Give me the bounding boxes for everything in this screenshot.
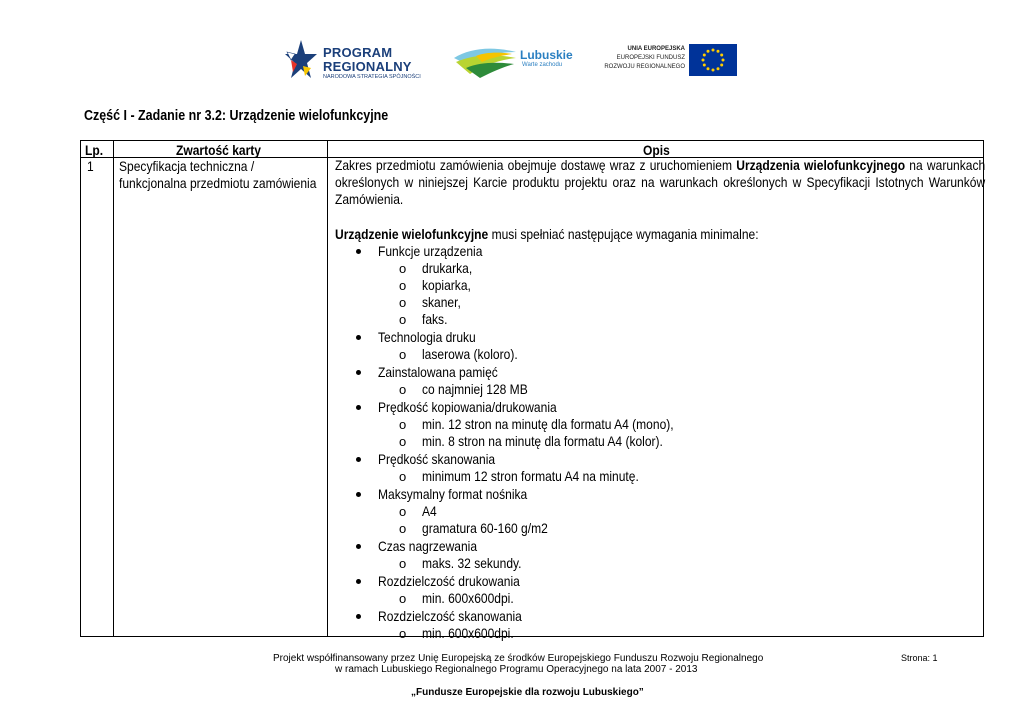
sub-bullet-icon: o <box>399 382 407 397</box>
requirement-label: Zainstalowana pamięć <box>378 364 498 380</box>
sub-bullet-icon: o <box>399 626 407 641</box>
header-lp: Lp. <box>85 142 104 158</box>
program-line2: REGIONALNY <box>323 59 412 74</box>
header-opis: Opis <box>643 142 670 158</box>
program-regionalny-logo <box>283 36 433 86</box>
bullet-icon <box>356 492 361 497</box>
req-rest: musi spełniać następujące wymagania minimalne: <box>488 226 759 242</box>
requirement-item: faks. <box>422 311 448 327</box>
requirement-item: maks. 32 sekundy. <box>422 555 522 571</box>
requirement-label: Rozdzielczość skanowania <box>378 608 522 624</box>
bullet-icon <box>356 579 361 584</box>
program-line1: PROGRAM <box>323 45 393 60</box>
sub-bullet-icon: o <box>399 417 407 432</box>
bullet-icon <box>356 335 361 340</box>
lubuskie-name: Lubuskie <box>520 48 573 62</box>
bullet-icon <box>356 614 361 619</box>
sub-bullet-icon: o <box>399 347 407 362</box>
bullet-icon <box>356 405 361 410</box>
col-divider-2 <box>327 141 328 636</box>
requirement-item: A4 <box>422 503 437 519</box>
lubuskie-logo <box>452 40 572 82</box>
sub-bullet-icon: o <box>399 434 407 449</box>
requirement-item: min. 8 stron na minutę dla formatu A4 (kolor). <box>422 433 663 449</box>
specification-table <box>80 140 986 641</box>
nss-star-icon <box>283 38 319 84</box>
requirement-label: Rozdzielczość drukowania <box>378 573 520 589</box>
bullet-icon <box>356 544 361 549</box>
requirement-item: skaner, <box>422 294 461 310</box>
intro-text-2: na warunkach określonych w niniejszej Karcie produktu projektu oraz na warunkach określonych w Specyfikacji Istotnych Warunków Zamówienia. <box>335 157 986 207</box>
requirement-item: laserowa (koloro). <box>422 346 518 362</box>
page-number: Strona: 1 <box>901 653 938 663</box>
requirement-item: kopiarka, <box>422 277 471 293</box>
opis-intro-paragraph <box>335 157 985 208</box>
sub-bullet-icon: o <box>399 469 407 484</box>
sub-bullet-icon: o <box>399 312 407 327</box>
requirement-item: min. 12 stron na minutę dla formatu A4 (mono), <box>422 416 674 432</box>
eu-line1: UNIA EUROPEJSKA <box>627 46 685 52</box>
sub-bullet-icon: o <box>399 556 407 571</box>
sub-bullet-icon: o <box>399 261 407 276</box>
header-zawartosc: Zwartość karty <box>176 142 261 158</box>
requirement-label: Czas nagrzewania <box>378 538 478 554</box>
sub-bullet-icon: o <box>399 591 407 606</box>
lubuskie-wave-icon <box>452 40 518 80</box>
bullet-icon <box>356 249 361 254</box>
bullet-icon <box>356 370 361 375</box>
zawartosc-line2: funkcjonalna przedmiotu zamówienia <box>119 175 317 191</box>
sub-bullet-icon: o <box>399 278 407 293</box>
row-lp: 1 <box>87 158 94 174</box>
eu-flag-icon <box>689 44 737 76</box>
requirement-item: co najmniej 128 MB <box>422 381 528 397</box>
req-bold: Urządzenie wielofunkcyjne <box>335 226 489 242</box>
sub-bullet-icon: o <box>399 504 407 519</box>
sub-bullet-icon: o <box>399 521 407 536</box>
requirement-item: minimum 12 stron formatu A4 na minutę. <box>422 468 639 484</box>
requirement-label: Maksymalny format nośnika <box>378 486 528 502</box>
lubuskie-tagline: Warte zachodu <box>522 62 563 68</box>
eu-logo <box>597 42 737 78</box>
requirement-item: gramatura 60-160 g/m2 <box>422 520 548 536</box>
document-title: Część I - Zadanie nr 3.2: Urządzenie wielofunkcyjne <box>84 108 389 124</box>
footer-slogan: „Fundusze Europejskie dla rozwoju Lubuskiego” <box>411 687 644 698</box>
footer-line2: w ramach Lubuskiego Regionalnego Programu Operacyjnego na lata 2007 - 2013 <box>335 664 698 675</box>
requirement-label: Prędkość skanowania <box>378 451 496 467</box>
requirement-label: Technologia druku <box>378 329 476 345</box>
requirement-label: Prędkość kopiowania/drukowania <box>378 399 557 415</box>
zawartosc-line1: Specyfikacja techniczna / <box>119 158 255 174</box>
requirements-intro <box>335 226 759 243</box>
col-divider-1 <box>113 141 114 636</box>
intro-bold: Urządzenia wielofunkcyjnego <box>736 157 906 173</box>
eu-line2: EUROPEJSKI FUNDUSZ <box>616 55 685 61</box>
requirement-label: Funkcje urządzenia <box>378 243 483 259</box>
footer-line1: Projekt współfinansowany przez Unię Europejską ze środków Europejskiego Funduszu Rozwoju Regionalnego <box>273 653 764 664</box>
requirement-item: min. 600x600dpi. <box>422 590 514 606</box>
program-subtitle: NARODOWA STRATEGIA SPÓJNOŚCI <box>323 74 421 80</box>
requirement-item: min. 600x600dpi. <box>422 625 514 641</box>
bullet-icon <box>356 457 361 462</box>
requirement-item: drukarka, <box>422 260 473 276</box>
eu-line3: ROZWOJU REGIONALNEGO <box>604 64 685 70</box>
intro-text-1: Zakres przedmiotu zamówienia obejmuje dostawę wraz z uruchomieniem <box>335 157 737 173</box>
sub-bullet-icon: o <box>399 295 407 310</box>
